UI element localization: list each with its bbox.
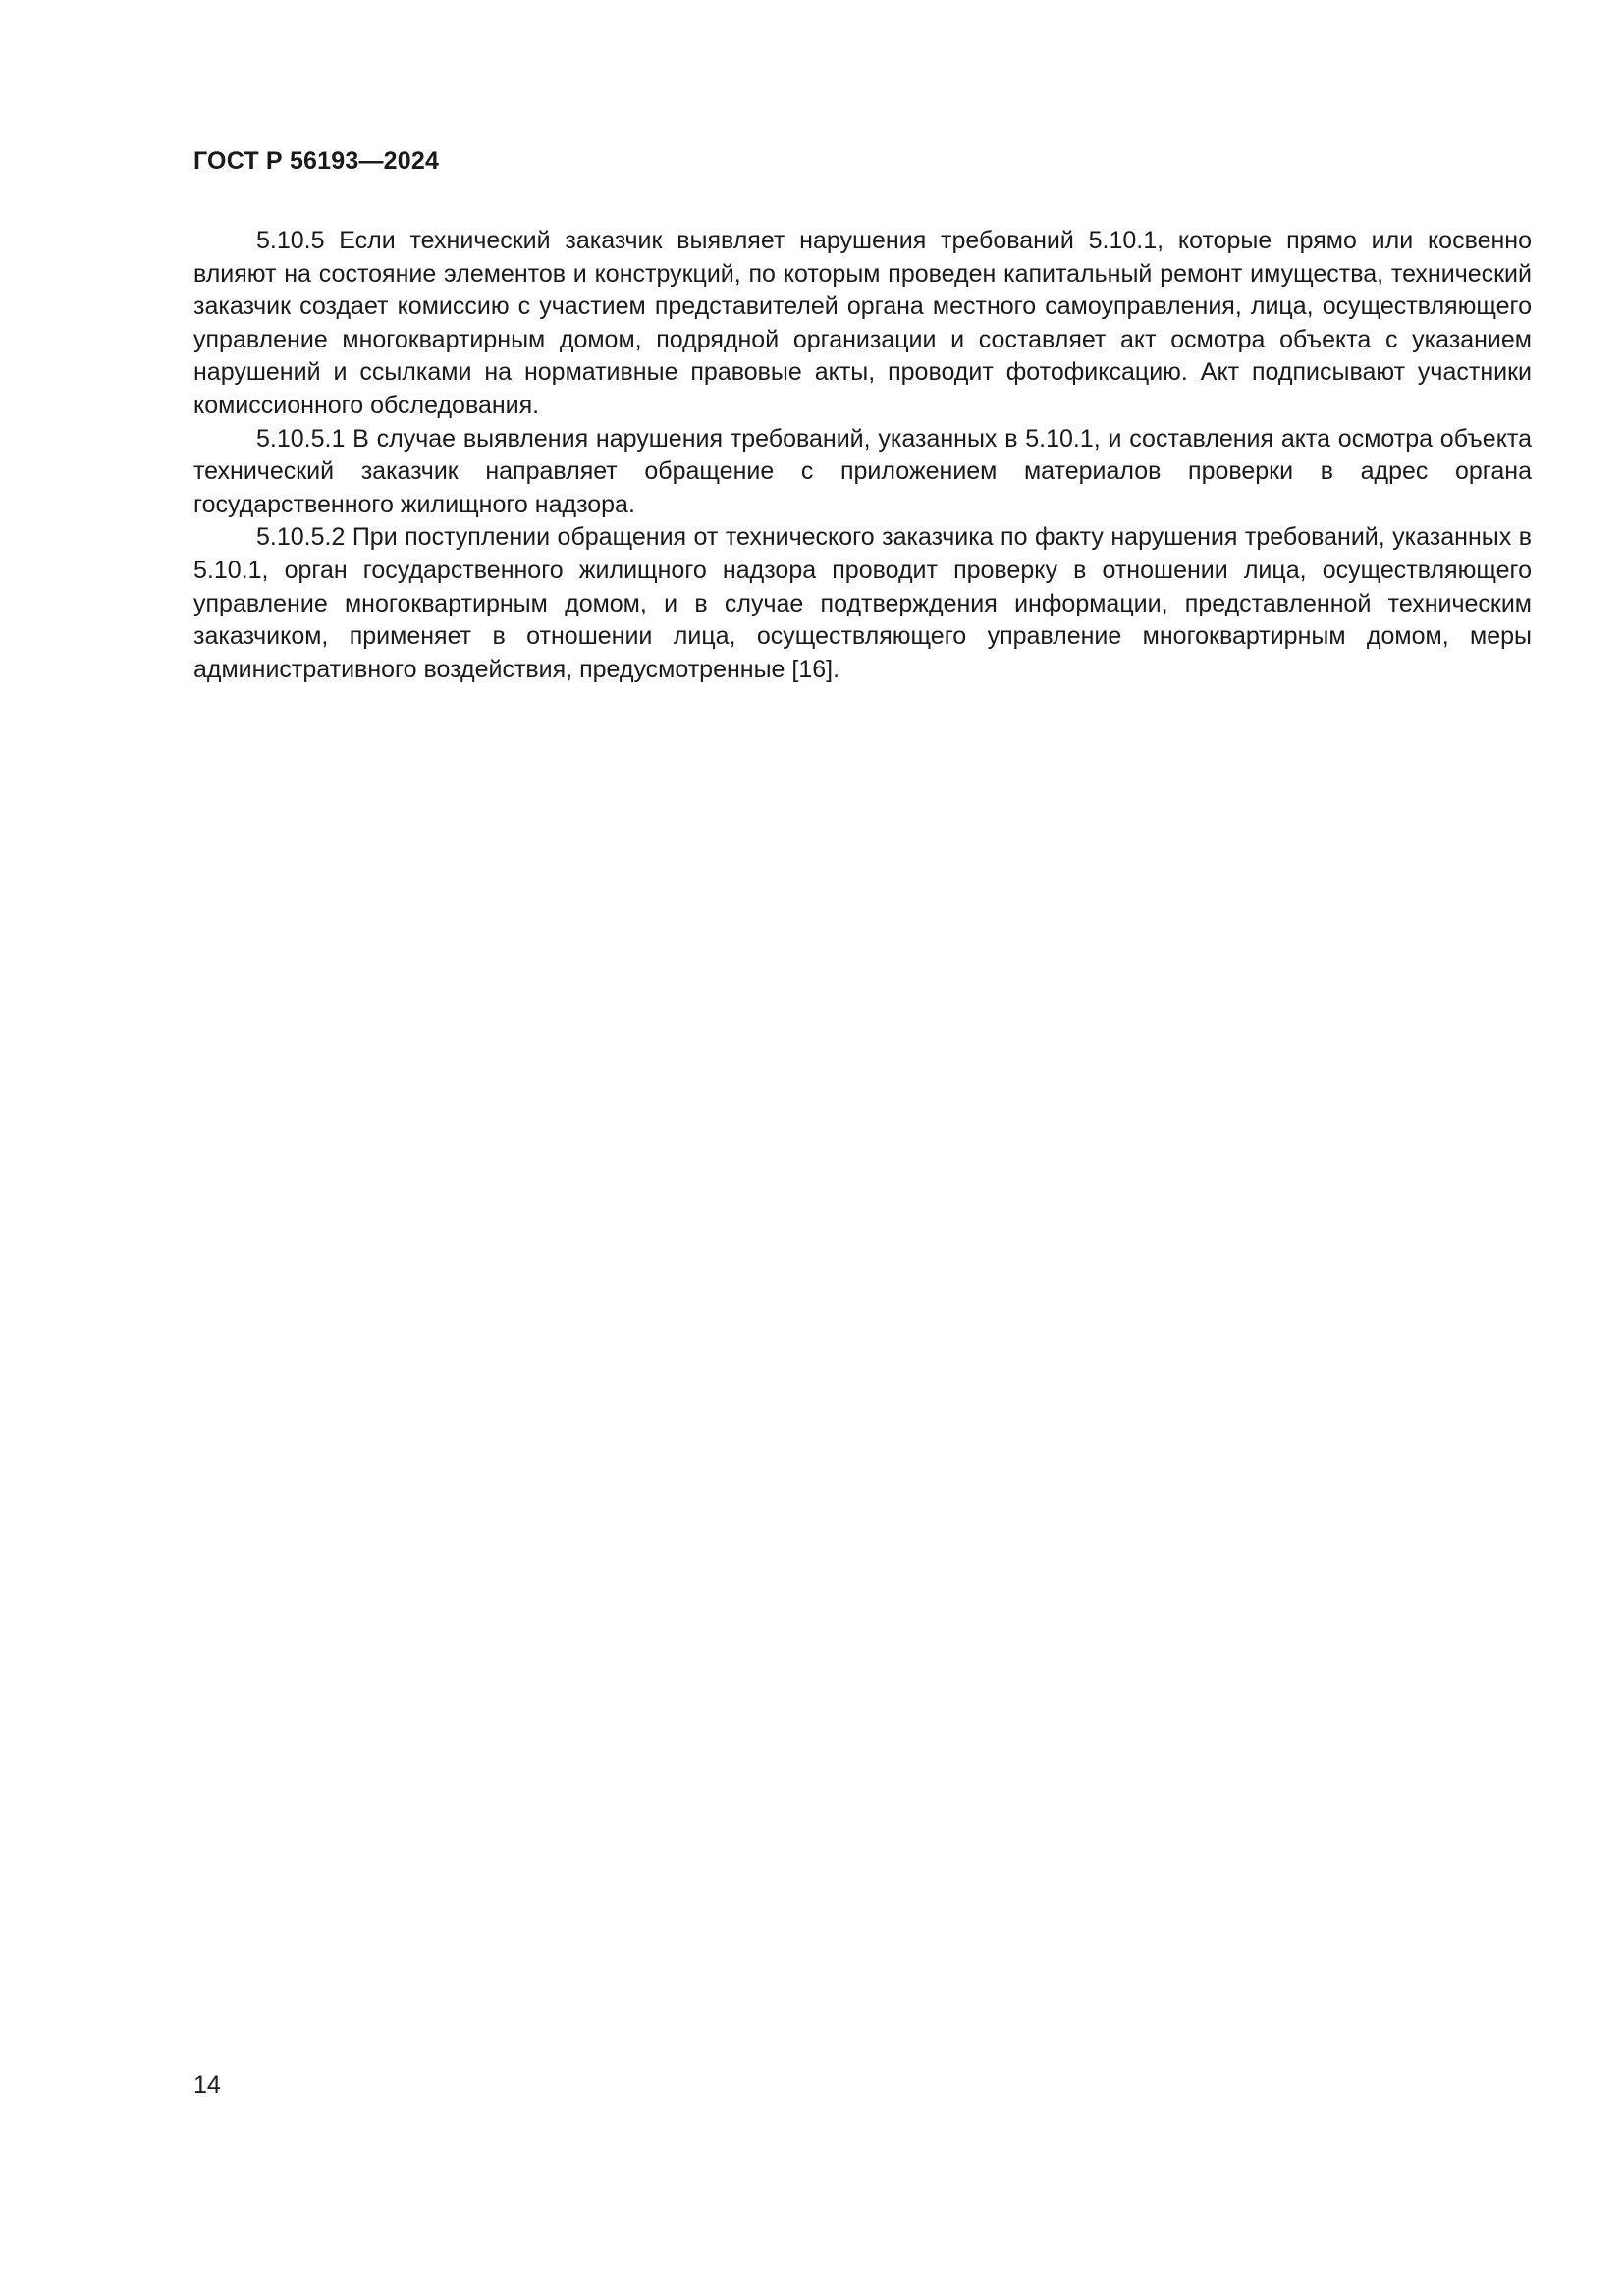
paragraph-5-10-5-1: 5.10.5.1 В случае выявления нарушения требований, указанных в 5.10.1, и составления акта осмотра объекта технический заказчик направляет обращение с приложением материалов проверки в адрес органа государственного жилищного надзора. <box>193 424 1532 518</box>
paragraph-5-10-5: 5.10.5 Если технический заказчик выявляет нарушения требований 5.10.1, которые прямо или косвенно влияют на состояние элементов и конструкций, по которым проведен капитальный ремонт имущества, технический заказчик создает комиссию с участием представителей органа местного самоуправления, лица, осуществляющего управление многоквартирным домом, подрядной организации и составляет акт осмотра объекта с указанием нарушений и ссылками на нормативные правовые акты, проводит фотофиксацию. Акт подписывают участники комиссионного обследования. <box>193 227 1532 419</box>
standard-designation-header: ГОСТ Р 56193—2024 <box>193 147 440 175</box>
document-body <box>193 225 1532 686</box>
paragraph-5-10-5-2: 5.10.5.2 При поступлении обращения от технического заказчика по факту нарушения требований, указанных в 5.10.1, орган государственного жилищного надзора проводит проверку в отношении лица, осуществляющего управление многоквартирным домом, и в случае подтверждения информации, представленной техническим заказчиком, применяет в отношении лица, осуществляющего управление многоквартирным домом, меры административного воздействия, предусмотренные [16]. <box>193 523 1532 683</box>
page-number: 14 <box>193 2071 221 2099</box>
